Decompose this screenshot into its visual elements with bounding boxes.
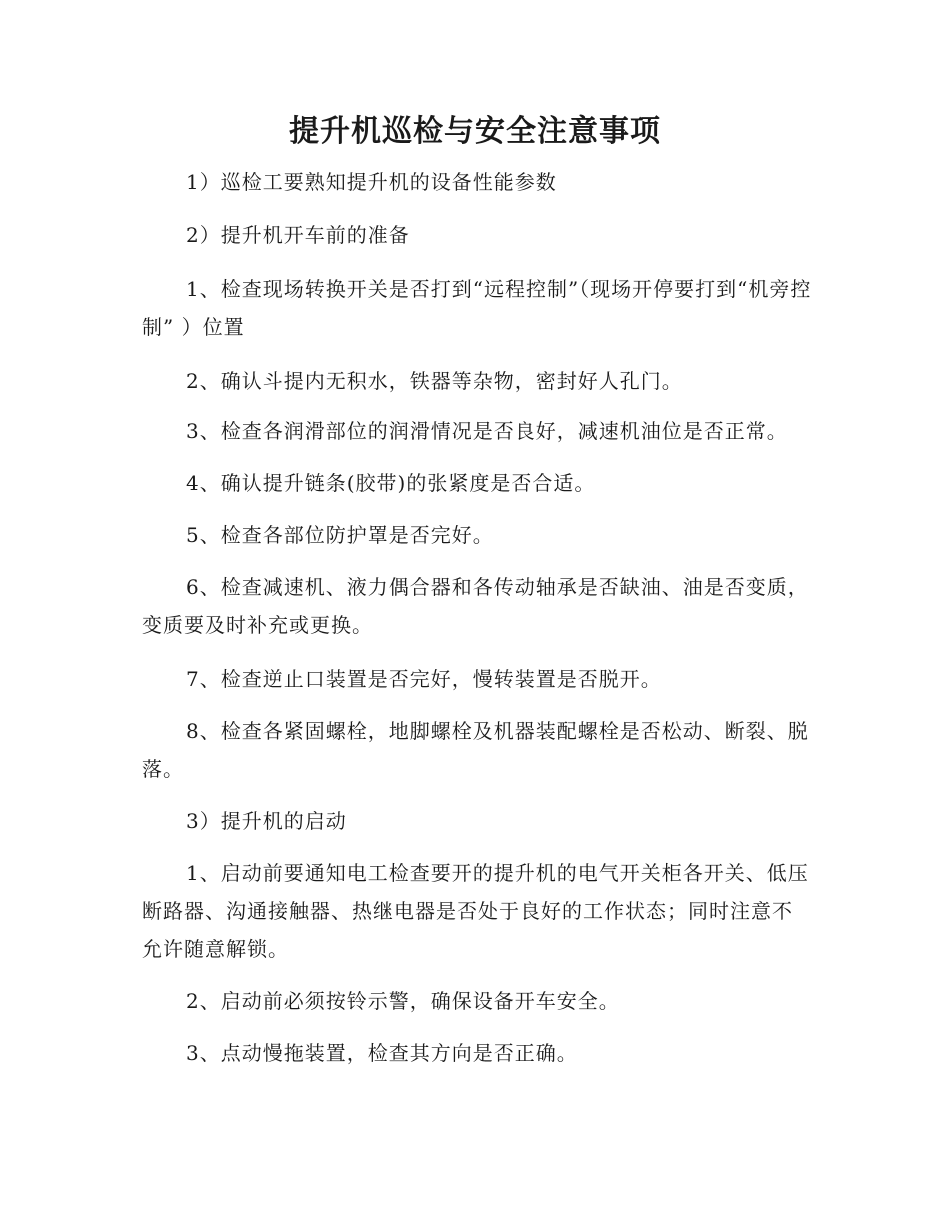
paragraph-switch-check: 1、检查现场转换开关是否打到“远程控制”（现场开停要打到“机旁控制” ）位置 <box>142 277 812 339</box>
paragraph-alarm: 2、启动前必须按铃示警，确保设备开车安全。 <box>186 989 620 1013</box>
paragraph-chain-tension: 4、确认提升链条(胶带)的张紧度是否合适。 <box>186 471 596 495</box>
paragraph-reducer-oil: 6、检查减速机、液力偶合器和各传动轴承是否缺油、油是否变质，变质要及时补充或更换。 <box>142 575 809 637</box>
paragraph-lubrication-check: 3、检查各润滑部位的润滑情况是否良好，减速机油位是否正常。 <box>186 419 788 443</box>
paragraph-bolt-check: 8、检查各紧固螺栓，地脚螺栓及机器装配螺栓是否松动、断裂、脱落。 <box>142 719 809 781</box>
paragraph-direction-check: 3、点动慢拖装置，检查其方向是否正确。 <box>186 1041 578 1065</box>
paragraph-backstop-check: 7、检查逆止口装置是否完好，慢转装置是否脱开。 <box>186 667 662 691</box>
paragraph-startup-heading: 3）提升机的启动 <box>186 809 347 833</box>
document-title: 提升机巡检与安全注意事项 <box>289 114 661 149</box>
paragraph-inspector-knowledge: 1）巡检工要熟知提升机的设备性能参数 <box>186 170 557 194</box>
paragraph-pre-start-heading: 2）提升机开车前的准备 <box>186 223 410 247</box>
paragraph-electrician-notice: 1、启动前要通知电工检查要开的提升机的电气开关柜各开关、低压断路器、沟通接触器、热继电器是否处于良好的工作状态；同时注意不允许随意解锁。 <box>142 861 809 961</box>
paragraph-guard-check: 5、检查各部位防护罩是否完好。 <box>186 523 494 547</box>
paragraph-water-check: 2、确认斗提内无积水，铁器等杂物，密封好人孔门。 <box>186 369 683 393</box>
